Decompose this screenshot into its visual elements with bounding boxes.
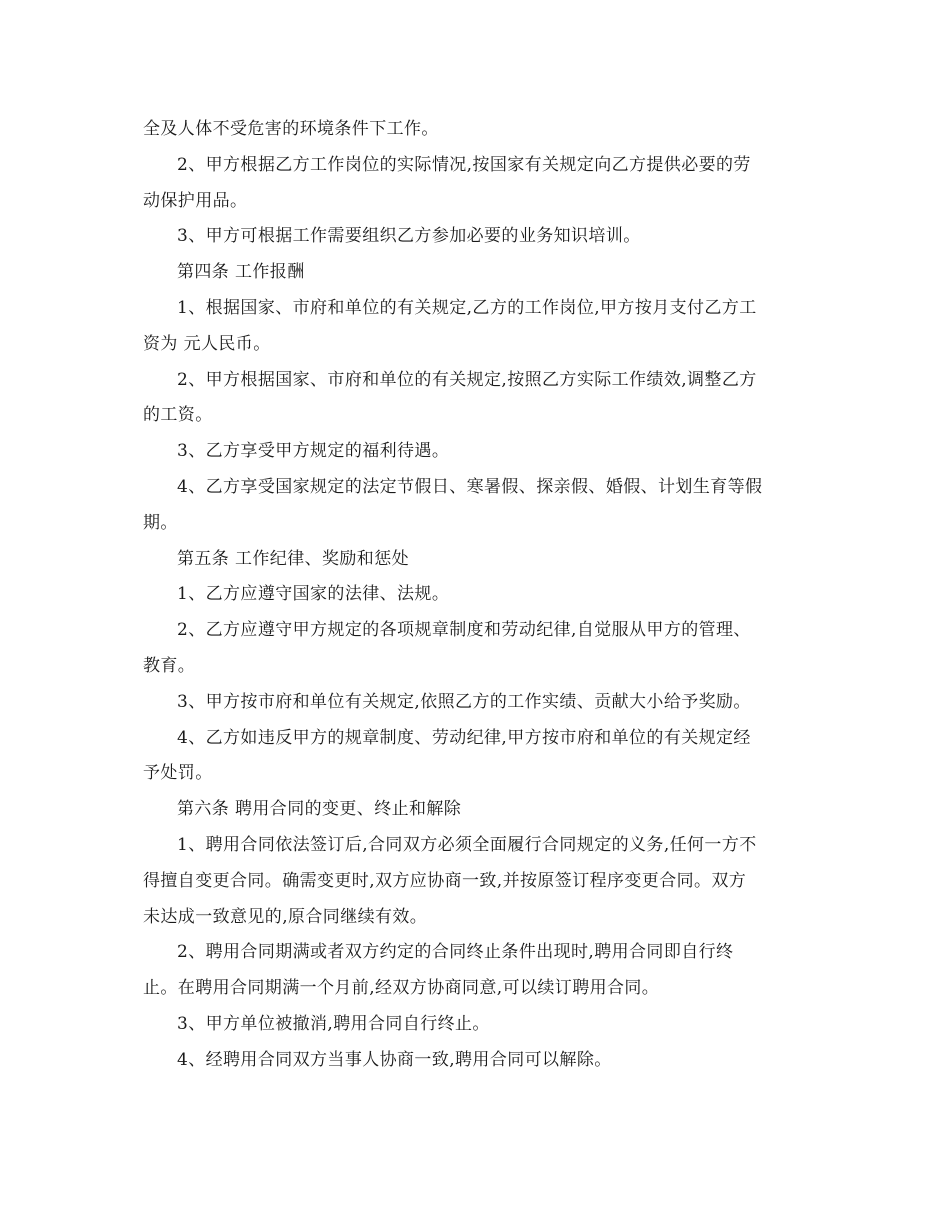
text-line: 3、甲方按市府和单位有关规定,依照乙方的工作实绩、贡献大小给予奖励。 [177,691,751,712]
text-line: 期。 [143,512,178,533]
document-body [143,112,815,1079]
text-line: 动保护用品。 [143,190,248,211]
text-line: 4、乙方如违反甲方的规章制度、劳动纪律,甲方按市府和单位的有关规定经 [177,727,751,748]
text-line: 3、乙方享受甲方规定的福利待遇。 [177,441,450,462]
text-line: 止。在聘用合同期满一个月前,经双方协商同意,可以续订聘用合同。 [143,978,660,999]
text-line: 1、根据国家、市府和单位的有关规定,乙方的工作岗位,甲方按月支付乙方工 [177,297,757,318]
text-line: 4、乙方享受国家规定的法定节假日、寒暑假、探亲假、婚假、计划生育等假 [177,476,763,497]
text-line: 1、聘用合同依法签订后,合同双方必须全面履行合同规定的义务,任何一方不 [177,834,757,855]
text-line: 1、乙方应遵守国家的法律、法规。 [177,584,450,605]
text-line: 3、甲方可根据工作需要组织乙方参加必要的业务知识培训。 [177,226,641,247]
text-line: 3、甲方单位被撤消,聘用合同自行终止。 [177,1013,490,1034]
text-line: 2、聘用合同期满或者双方约定的合同终止条件出现时,聘用合同即自行终 [177,942,734,963]
text-line: 第四条 工作报酬 [177,262,305,283]
text-line: 第六条 聘用合同的变更、终止和解除 [177,799,462,820]
text-line: 2、乙方应遵守甲方规定的各项规章制度和劳动纪律,自觉服从甲方的管理、 [177,620,751,641]
text-line: 予处罚。 [143,763,213,784]
text-line: 全及人体不受危害的环境条件下工作。 [143,119,439,139]
text-line: 2、甲方根据乙方工作岗位的实际情况,按国家有关规定向乙方提供必要的劳 [177,154,751,175]
text-line: 2、甲方根据国家、市府和单位的有关规定,按照乙方实际工作绩效,调整乙方 [177,369,757,390]
text-line: 得擅自变更合同。确需变更时,双方应协商一致,并按原签订程序变更合同。双方 [143,870,747,891]
text-line: 4、经聘用合同双方当事人协商一致,聘用合同可以解除。 [177,1049,612,1070]
text-line: 教育。 [143,655,196,676]
text-line: 的工资。 [143,405,213,426]
text-line: 资为 元人民币。 [143,333,271,354]
text-line: 未达成一致意见的,原合同继续有效。 [143,906,428,927]
text-line: 第五条 工作纪律、奖励和惩处 [177,548,410,569]
